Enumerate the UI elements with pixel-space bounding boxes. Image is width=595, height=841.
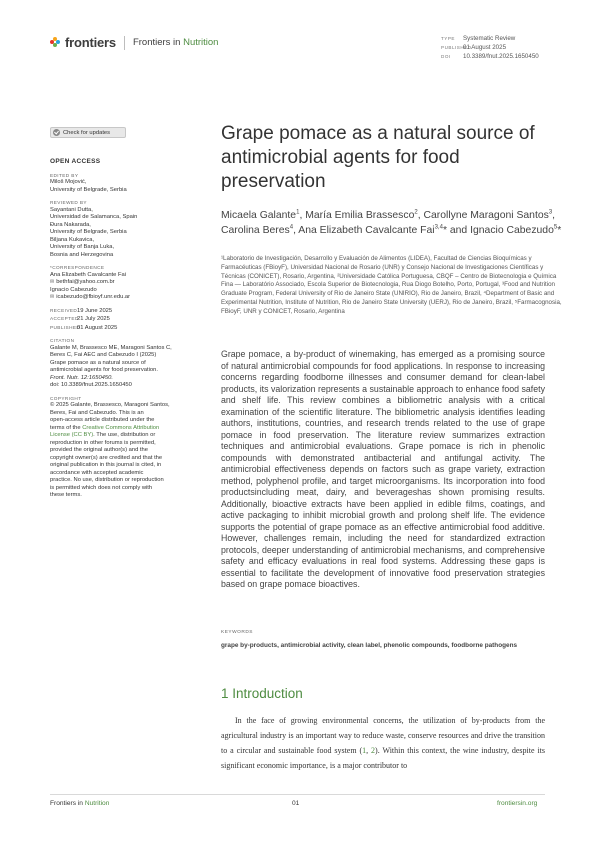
author-affil: 4 [289, 224, 294, 231]
reviewer-line: Sayantani Dutta, [50, 206, 93, 213]
intro-paragraph: In the face of growing environmental concerns, the utilization of by-products from the agricultural industry is an important way to reduce waste, conserve resources and drive the transition to a circular and sustainable food system (1, 2). Within this context, the wine industry, despite its significant economic importance, is a major contributor to [221, 716, 545, 770]
author-name[interactable]: Micaela Galante [221, 210, 297, 221]
date-published: PUBLISHED01 August 2025 [50, 324, 118, 331]
copyright-line: open-access article distributed under the [50, 417, 155, 423]
reviewer-line: University of Banja Luka, [50, 244, 115, 250]
author-affil: 3,4 [434, 224, 443, 231]
email-link[interactable]: ✉ bethfai@yahoo.com.br [50, 279, 200, 287]
correspondent-name: Ana Elizabeth Cavalcante Fai [50, 271, 127, 278]
edited-by-heading: EDITED BY [50, 172, 79, 178]
reviewer-line: Đura Nakarada, [50, 221, 91, 228]
check-circle-icon [53, 129, 60, 136]
author-list: Micaela Galante$^1$, María Emilia Brassesco$^2$, Carollyne Maragoni Santos$^3$, Carolina Beres$^4$, Ana Elizabeth Cavalcante Fai$^{3,4}$* and Ignacio Cabezudo$^5$* [221, 209, 562, 236]
author-name[interactable]: Carolina Beres [221, 224, 290, 236]
copyright-line: practice. No use, distribution or reproduction [50, 477, 164, 483]
copyright-line: License (CC BY). The use, distribution or [50, 432, 156, 438]
meta-type: TYPE Systematic Review [441, 35, 516, 42]
reviewer-line: University of Belgrade, Serbia [50, 229, 127, 235]
copyright-line: these terms. [50, 492, 82, 498]
journal-header [50, 35, 218, 50]
reviewer-line: Universidad de Salamanca, Spain [50, 214, 138, 220]
author-affil: 3 [548, 209, 553, 216]
citation-link[interactable]: 1 [362, 745, 367, 755]
author-affil: 1 [296, 209, 300, 216]
correspondent-name: Ignacio Cabezudo [50, 286, 97, 293]
author-name[interactable]: María Emilia Brassesco [305, 210, 415, 221]
copyright-line: original publication in this journal is cited, in [50, 462, 162, 468]
date-received: RECEIVED19 June 2025 [50, 307, 113, 314]
reviewed-by-heading: REVIEWED BY [50, 200, 87, 205]
citation-line: Beres C, Fai AEC and Cabezudo I (2025) [50, 352, 157, 358]
journal-accent: Nutrition [183, 37, 219, 48]
copyright-line: © 2025 Galante, Brassesco, Maragoni Santos, [50, 402, 170, 408]
keywords: grape by-products, antimicrobial activity, clean label, phenolic compounds, foodborne pathogens [221, 642, 518, 649]
meta-published: PUBLISHED01 August 2025 [441, 44, 507, 52]
citation-line: Front. Nutr. 12:1650450. [50, 374, 113, 381]
citation-link[interactable]: 2 [371, 745, 376, 755]
open-access-label: OPEN ACCESS [50, 158, 101, 165]
citation-line: Grape pomace as a natural source of [50, 359, 146, 366]
abstract: Grape pomace, a by-product of winemaking, has emerged as a promising source of natural antimicrobial compounds for food applications. In response to increasing concerns regarding foodborne illnesses and consumer demand for clean-label products, its valorization represents a sustainable approach to enhance food safety and shelf life. This review combines a bibliometric analysis with a critical examination of the scientific literature. The bibliometric analysis identifies leading authors, institutions, countries, and research trends related to the use of grape pomace in food preservation. The literature review summarizes extraction techniques and antimicrobial evaluations. Grape pomace is rich in phenolic compounds with demonstrated antibacterial and antifungal activity. The antimicrobial effectiveness depends on factors such as grape variety, extraction method, polyphenol profile, and target microorganisms. Its incorporation into food productsincluding meat, dairy, and beverageshas shown promising results. Additionally, bioactive extracts have been applied in edible films, coatings, and active packaging to inhibit microbial growth and prolong shelf life. The evidence supports the potential of grape pomace as an effective antimicrobial food additive. However, challenges remain, including the need for standardized extraction protocols, deeper understanding of antimicrobial mechanisms, and comprehensive safety and efficacy evaluations in real food systems. Addressing these gaps is essential to facilitate the development of innovative food preservation strategies based on grape pomace bioactives. [221, 349, 545, 589]
copyright-line: terms of the Creative Commons Attribution [50, 424, 160, 431]
frontiers-logo-icon [50, 37, 61, 48]
footer-site-link[interactable]: frontiersin.org [497, 800, 538, 807]
editor-line: Miloš Mojović, [50, 179, 87, 185]
correspondence-heading: *CORRESPONDENCE [50, 265, 105, 270]
page-number: 01 [292, 800, 300, 807]
check-for-updates-button[interactable] [50, 127, 126, 138]
copyright-line: reproduction in other forums is permitted, [50, 439, 156, 446]
author-affil: 2 [414, 209, 418, 216]
copyright-line: Beres, Fai and Cabezudo. This is an [50, 409, 144, 416]
check-updates-label: Check for updates [63, 129, 111, 136]
author-name[interactable]: Ana Elizabeth Cavalcante Fai [298, 224, 435, 236]
keywords-heading: KEYWORDS [221, 630, 253, 635]
article-meta [441, 34, 539, 62]
citation-line: antimicrobial agents for food preservation. [50, 367, 158, 373]
license-link[interactable]: Creative Commons Attribution [82, 424, 160, 431]
copyright-line: copyright owner(s) are credited and that the [50, 454, 163, 461]
affiliations: ¹Laboratorio de Investigación, Desarrollo y Evaluación de Alimentos (LIDEA), Facultad de Ciencias Bioquímicas y Farmacéuticas (FBioyF), Universidad Nacional de Rosario (UNR) y Consejo Nacional de Investigaciones Científicas y Técnicas (CONICET), Rosario, Argentina, ²Universidade Católica Portuguesa, CBQF – Centro de Biotecnologia e Química Fina — Laboratório Associado, Escola Superior de Biotecnologia, Rua Diogo Botelho, Porto, Portugal, ³Food and Nutrition Graduate Program, Federal University of Rio de Janeiro State (UNIRIO), Rio de Janeiro, Brazil, ⁴Department of Basic and Experimental Nutrition, Institute of Nutrition, Rio de Janeiro State University (UERJ), Rio de Janeiro, Brazil, ⁵Farmacognosia, FBioyF, UNR y CONICET, Rosario, Argentina [221, 255, 562, 315]
reviewer-line: Biljana Kukavica, [50, 236, 95, 243]
author-affil: 5 [553, 224, 558, 231]
copyright-line: provided the original author(s) and the [50, 447, 148, 453]
section-heading-introduction: 1 Introduction [221, 686, 303, 701]
author-name[interactable]: Carollyne Maragoni Santos [423, 210, 549, 221]
meta-doi[interactable]: DOI 10.3389/fnut.2025.1650450 [441, 53, 539, 61]
copyright-heading: COPYRIGHT [50, 395, 82, 401]
article-title: Grape pomace as a natural source of antimicrobial agents for food preservation [221, 123, 535, 192]
copyright-line: accordance with accepted academic [50, 469, 144, 476]
editor-line: University of Belgrade, Serbia [50, 186, 127, 193]
reviewer-line: Bosnia and Herzegovina [50, 251, 114, 258]
logo-divider [124, 36, 125, 50]
citation-doi[interactable]: doi: 10.3389/fnut.2025.1650450 [50, 382, 132, 388]
copyright-line: is permitted which does not comply with [50, 484, 153, 491]
citation-heading: CITATION [50, 338, 75, 343]
date-accepted: ACCEPTED21 July 2025 [50, 316, 110, 322]
footer-journal[interactable]: Frontiers in Nutrition [50, 800, 110, 807]
citation-line: Galante M, Brassesco ME, Maragoni Santos C, [50, 344, 172, 351]
journal-name[interactable] [133, 37, 219, 48]
license-link[interactable]: License (CC BY) [50, 432, 94, 438]
article-sidebar [50, 158, 200, 500]
logo-wordmark: frontiers [65, 35, 116, 50]
journal-prefix: Frontiers in [132, 37, 184, 48]
author-name[interactable]: Ignacio Cabezudo [470, 224, 554, 236]
email-link[interactable]: ✉ icabezudo@fbioyf.unr.edu.ar [50, 294, 200, 302]
footer-divider [50, 794, 545, 795]
